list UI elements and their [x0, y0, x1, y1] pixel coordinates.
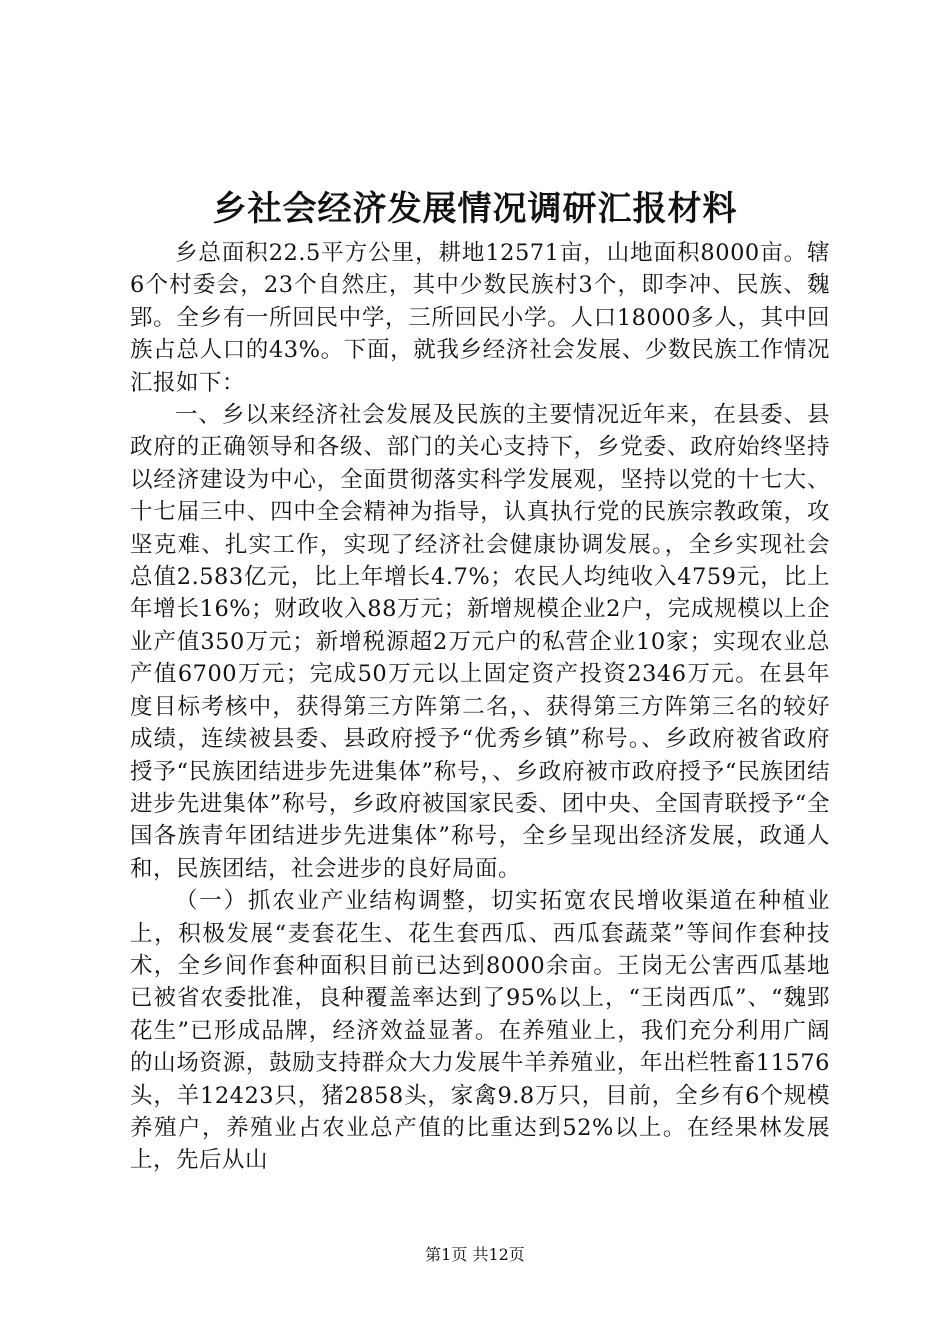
document-title: 乡社会经济发展情况调研汇报材料 — [212, 189, 738, 229]
document-body — [130, 237, 830, 1177]
page-number-footer: 第1页 共12页 — [425, 1245, 525, 1264]
paragraph-section-one: 一、乡以来经济社会发展及民族的主要情况近年来，在县委、县政府的正确领导和各级、部门的关心支持下，乡党委、政府始终坚持以经济建设为中心，全面贯彻落实科学发展观，坚持以党的十七大、十七届三中、四中全会精神为指导，认真执行党的民族宗教政策，攻坚克难、扎实工作，实现了经济社会健康协调发展。，全乡实现社会总值2.583亿元，比上年增长4.7%；农民人均纯收入4759元，比上年增长16%；财政收入88万元；新增规模企业2户，完成规模以上企业产值350万元；新增税源超2万元户的私营企业10家；实现农业总产值6700万元；完成50万元以上固定资产投资2346万元。在县年度目标考核中，获得第三方阵第二名，、获得第三方阵第三名的较好成绩，连续被县委、县政府授予“优秀乡镇”称号。、乡政府被省政府授予“民族团结进步先进集体”称号，、乡政府被市政府授予“民族团结进步先进集体”称号，乡政府被国家民委、团中央、全国青联授予“全国各族青年团结进步先进集体”称号，全乡呈现出经济发展，政通人和，民族团结，社会进步的良好局面。 — [130, 402, 830, 882]
paragraph-agriculture: （一）抓农业产业结构调整，切实拓宽农民增收渠道在种植业上，积极发展“麦套花生、花生套西瓜、西瓜套蔬菜”等间作套种技术，全乡间作套种面积目前已达到8000余亩。王岗无公害西瓜基地已被省农委批准，良种覆盖率达到了95%以上，“王岗西瓜”、“魏郢花生”已形成品牌，经济效益显著。在养殖业上，我们充分利用广阔的山场资源，鼓励支持群众大力发展牛羊养殖业，年出栏牲畜11576头，羊12423只，猪2858头，家禽9.8万只，目前，全乡有6个规模养殖户，养殖业占农业总产值的比重达到52%以上。在经果林发展上，先后从山 — [130, 888, 830, 1174]
paragraph-intro: 乡总面积22.5平方公里，耕地12571亩，山地面积8000亩。辖6个村委会，23个自然庄，其中少数民族村3个，即李冲、民族、魏郢。全乡有一所回民中学，三所回民小学。人口18000多人，其中回族占总人口的43%。下面，就我乡经济社会发展、少数民族工作情况汇报如下： — [130, 240, 830, 396]
